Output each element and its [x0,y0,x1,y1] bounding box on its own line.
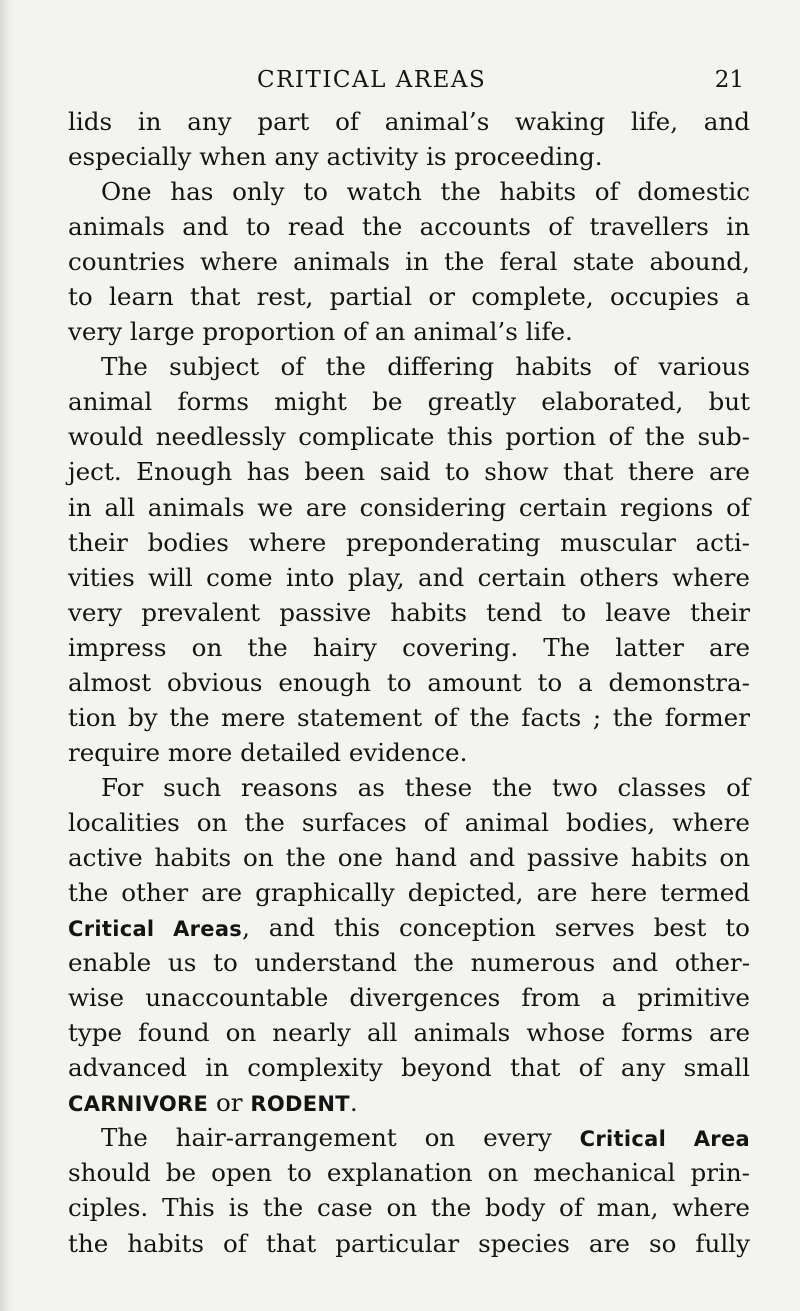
term-rodent: RODENT [250,1092,350,1117]
term-critical-area: Critical Area [579,1127,750,1152]
text-line: vities will come into play, and certain others where [68,562,750,592]
text-line: enable us to understand the numerous and other- [68,948,750,978]
text-line: The subject of the differing habits of various [101,352,750,382]
text-line: One has only to watch the habits of domestic [101,177,750,207]
text-line: type found on nearly all animals whose forms are [68,1018,750,1048]
running-title: CRITICAL AREAS [257,67,487,93]
term-carnivore: CARNIVORE [68,1092,209,1117]
text-line: the other are graphically depicted, are here termed [68,878,750,908]
text-line: should be open to explanation on mechanical prin- [68,1158,750,1188]
text-line: active habits on the one hand and passive habits on [68,842,750,872]
page-number: 21 [714,67,744,93]
term-critical-areas: Critical Areas [68,917,243,942]
text-line: especially when any activity is proceeding. [68,142,603,172]
text-line: wise unaccountable divergences from a primitive [68,983,750,1013]
body-text [68,104,750,1261]
text-line: lids in any part of animal’s waking life, and [68,107,750,136]
text-line: advanced in complexity beyond that of any small [68,1053,750,1083]
text-line: The hair-arrangement on every Critical Area [101,1123,750,1153]
text-line: require more detailed evidence. [68,737,468,767]
text-line: to learn that rest, partial or complete, occupies a [68,282,750,312]
text-line: in all animals we are considering certain regions of [68,492,750,522]
text-line: For such reasons as these the two classes of [101,772,750,802]
text-line: impress on the hairy covering. The latter are [68,632,750,662]
text-line: very large proportion of an animal’s life. [68,317,573,347]
text-line: CARNIVORE or RODENT. [68,1088,358,1118]
text-line: ject. Enough has been said to show that there are [68,457,750,487]
text-line: Critical Areas, and this conception serves best to [68,913,750,943]
text-line: ciples. This is the case on the body of man, where [68,1193,750,1223]
text-line: very prevalent passive habits tend to leave their [68,597,750,627]
text-line: tion by the mere statement of the facts ; the former [68,702,750,732]
page-edge-shadow [0,0,14,1311]
text-line: almost obvious enough to amount to a demonstra- [68,667,750,697]
text-line: would needlessly complicate this portion of the sub- [68,422,750,452]
text-line: animals and to read the accounts of travellers in [68,212,750,242]
text-line: the habits of that particular species are so fully [68,1228,750,1258]
running-header [0,62,800,98]
text-line: localities on the surfaces of animal bodies, where [68,807,750,837]
text-line: their bodies where preponderating muscular acti- [68,527,750,557]
text-line: animal forms might be greatly elaborated, but [68,387,750,417]
text-line: countries where animals in the feral state abound, [68,247,750,277]
